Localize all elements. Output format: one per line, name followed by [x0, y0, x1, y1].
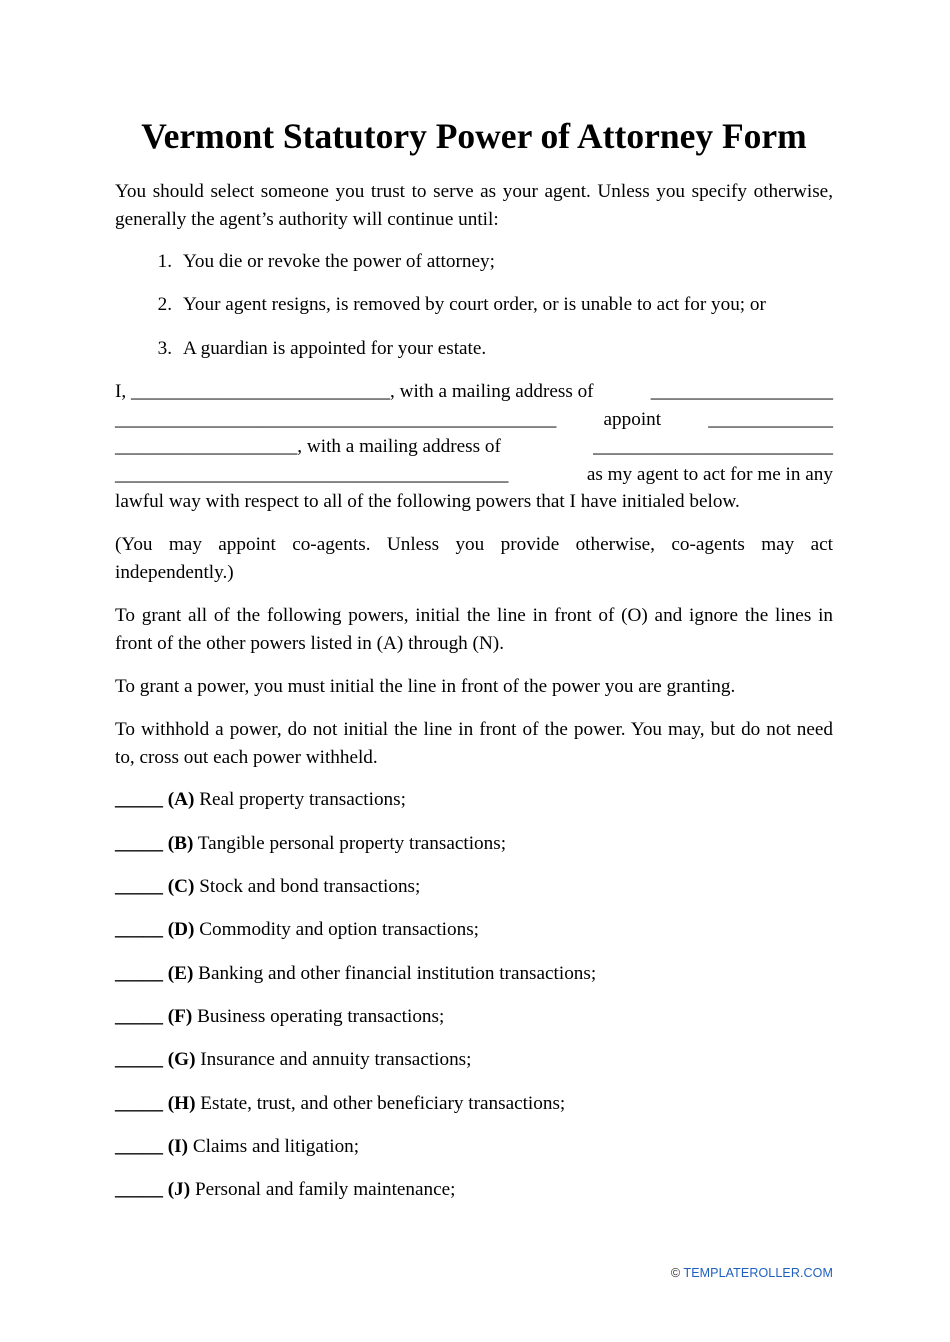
power-item[interactable]: [115, 830, 833, 858]
power-text: Insurance and annuity transactions;: [200, 1049, 472, 1070]
condition-text: You die or revoke the power of attorney;: [183, 251, 495, 272]
grant-one-instruction: To grant a power, you must initial the line in front of the power you are granting.: [115, 676, 736, 697]
condition-text: A guardian is appointed for your estate.: [183, 338, 487, 359]
power-item[interactable]: [115, 1046, 833, 1074]
fill-line[interactable]: [115, 406, 833, 434]
fill-line-mid: appoint: [603, 409, 662, 430]
intro-paragraph: You should select someone you trust to serve as your agent. Unless you specify otherwise, generally the agent’s authority will continue until:: [115, 181, 833, 230]
initial-line[interactable]: _____: [115, 1179, 163, 1200]
power-item[interactable]: [115, 1003, 833, 1031]
condition-item: [115, 291, 766, 319]
power-text: Claims and litigation;: [192, 1136, 360, 1157]
fill-line-left: ______________________________________________: [115, 409, 557, 430]
power-item[interactable]: [115, 1133, 833, 1161]
fill-line-right: ___________________: [650, 381, 833, 402]
grant-all-instruction: To grant all of the following powers, initial the line in front of (O) and ignore the lines in front of the other powers listed in (A) through (N).: [115, 605, 833, 654]
power-item[interactable]: [115, 960, 833, 988]
fill-line-right: _____________: [708, 409, 833, 430]
power-key: (A): [167, 789, 195, 810]
fill-tail: lawful way with respect to all of the following powers that I have initialed below.: [115, 491, 740, 512]
power-item[interactable]: [115, 873, 833, 901]
initial-line[interactable]: _____: [115, 1093, 163, 1114]
coagents-note: (You may appoint co-agents. Unless you provide otherwise, co-agents may act independently.): [115, 534, 833, 583]
footer-credit[interactable]: [671, 1266, 833, 1280]
footer-site-link[interactable]: TEMPLATEROLLER.COM: [683, 1266, 833, 1280]
copyright-symbol: ©: [670, 1266, 681, 1280]
condition-number: 3.: [157, 338, 172, 359]
power-text: Real property transactions;: [199, 789, 406, 810]
condition-number: 2.: [157, 294, 172, 315]
power-key: (J): [167, 1179, 191, 1200]
power-key: (E): [167, 963, 194, 984]
power-text: Commodity and option transactions;: [199, 919, 479, 940]
power-key: (B): [167, 833, 194, 854]
initial-line[interactable]: _____: [115, 1136, 163, 1157]
document-title: Vermont Statutory Power of Attorney Form: [141, 116, 807, 156]
fill-line-left: ___________________, with a mailing address of: [115, 436, 501, 457]
power-key: (G): [167, 1049, 196, 1070]
fill-line-right: as my agent to act for me in any: [586, 464, 833, 485]
fill-line[interactable]: [115, 378, 833, 406]
power-item[interactable]: [115, 786, 833, 814]
fill-line-left: I, ___________________________, with a mailing address of: [115, 381, 594, 402]
power-text: Estate, trust, and other beneficiary transactions;: [200, 1093, 566, 1114]
initial-line[interactable]: _____: [115, 1049, 163, 1070]
power-key: (F): [167, 1006, 193, 1027]
condition-text: Your agent resigns, is removed by court order, or is unable to act for you; or: [183, 294, 766, 315]
initial-line[interactable]: _____: [115, 789, 163, 810]
condition-item: [115, 248, 495, 276]
initial-line[interactable]: _____: [115, 1006, 163, 1027]
power-text: Banking and other financial institution transactions;: [198, 963, 597, 984]
power-text: Stock and bond transactions;: [199, 876, 421, 897]
power-item[interactable]: [115, 1176, 833, 1204]
power-text: Business operating transactions;: [197, 1006, 445, 1027]
condition-number: 1.: [157, 251, 172, 272]
fill-line[interactable]: [115, 433, 833, 461]
fill-line[interactable]: [115, 461, 833, 489]
power-key: (I): [167, 1136, 189, 1157]
withhold-instruction: To withhold a power, do not initial the line in front of the power. You may, but do not need to, cross out each power withheld.: [115, 719, 833, 768]
initial-line[interactable]: _____: [115, 833, 163, 854]
power-text: Tangible personal property transactions;: [197, 833, 507, 854]
fill-line-left: _________________________________________: [115, 464, 509, 485]
power-item[interactable]: [115, 916, 833, 944]
initial-line[interactable]: _____: [115, 963, 163, 984]
fill-line-right: _________________________: [593, 436, 833, 457]
initial-line[interactable]: _____: [115, 876, 163, 897]
power-key: (C): [167, 876, 195, 897]
condition-item: [115, 335, 486, 363]
power-item[interactable]: [115, 1090, 833, 1118]
initial-line[interactable]: _____: [115, 919, 163, 940]
power-text: Personal and family maintenance;: [194, 1179, 456, 1200]
power-key: (D): [167, 919, 195, 940]
power-key: (H): [167, 1093, 196, 1114]
